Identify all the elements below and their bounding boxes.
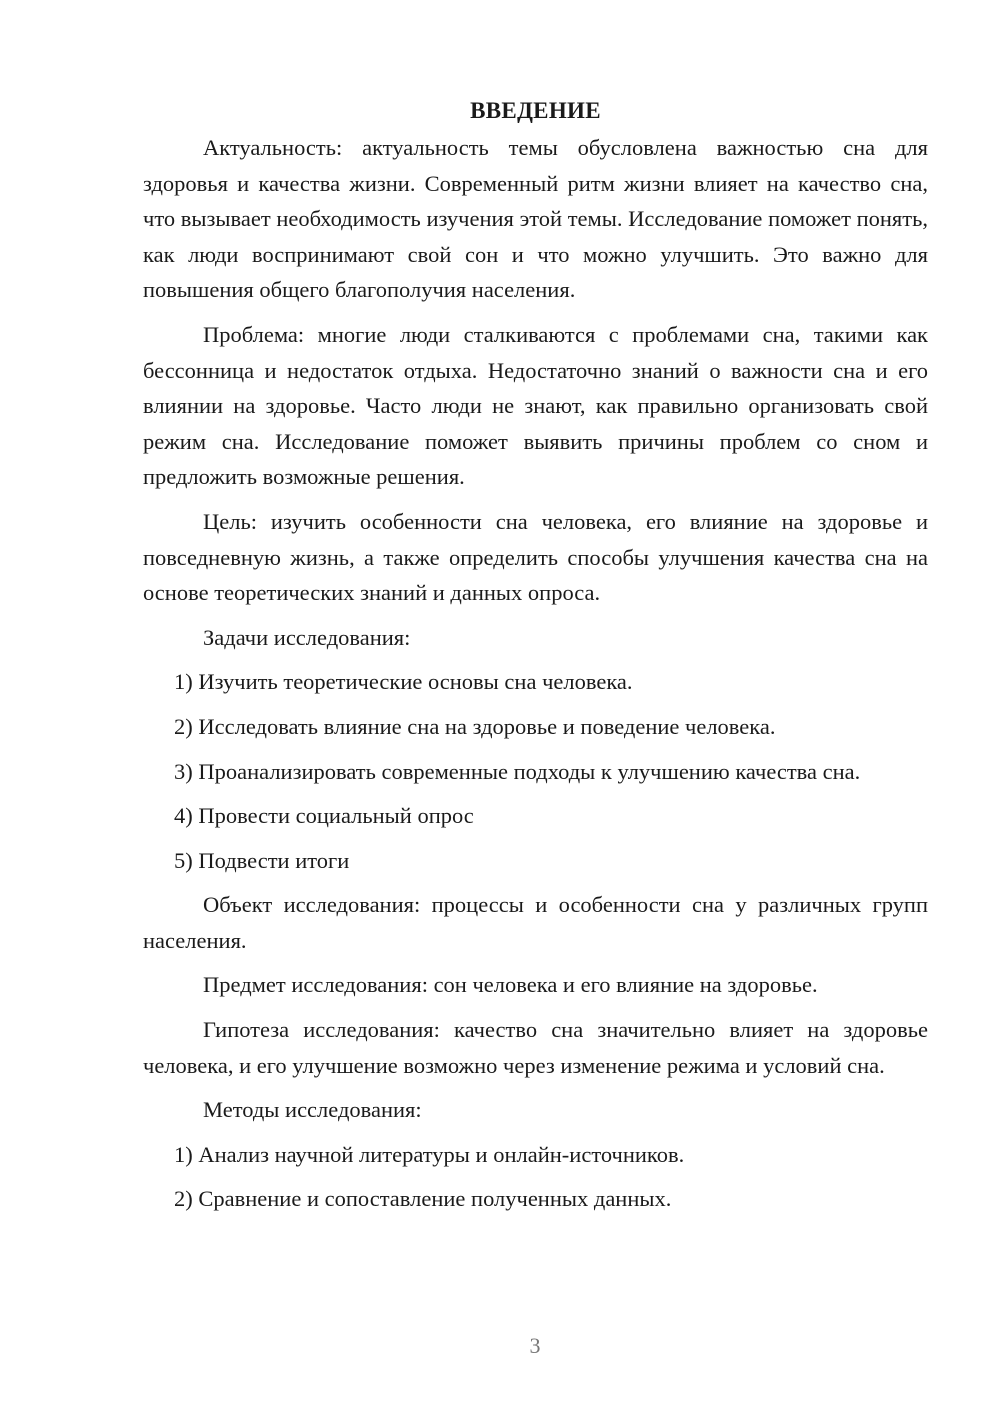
- section-title: ВВЕДЕНИЕ: [470, 98, 601, 123]
- method-item-1: 1) Анализ научной литературы и онлайн-источников.: [174, 1141, 685, 1167]
- hypothesis-paragraph: Гипотеза исследования: качество сна значительно влияет на здоровье человека, и его улучшение возможно через изменение режима и условий сна.: [143, 1017, 928, 1078]
- task-item-3: 3) Проанализировать современные подходы к улучшению качества сна.: [174, 758, 861, 784]
- page-number: 3: [529, 1333, 541, 1358]
- subject-paragraph: Предмет исследования: сон человека и его влияние на здоровье.: [203, 972, 818, 998]
- task-item-5: 5) Подвести итоги: [174, 847, 350, 873]
- task-item-2: 2) Исследовать влияние сна на здоровье и поведение человека.: [174, 713, 776, 739]
- method-item-2: 2) Сравнение и сопоставление полученных данных.: [174, 1186, 672, 1212]
- methods-heading: Методы исследования:: [203, 1097, 422, 1123]
- relevance-paragraph: Актуальность: актуальность темы обусловлена важностью сна для здоровья и качества жизни. Современный ритм жизни влияет на качество сна, что вызывает необходимость изучения этой темы. Исследование поможет понять, как люди воспринимают свой сон и что можно улучшить. Это важно для повышения общего благополучия населения.: [143, 135, 928, 303]
- task-item-1: 1) Изучить теоретические основы сна человека.: [174, 669, 633, 695]
- task-item-4: 4) Провести социальный опрос: [174, 803, 474, 829]
- goal-paragraph: Цель: изучить особенности сна человека, его влияние на здоровье и повседневную жизнь, а также определить способы улучшения качества сна на основе теоретических знаний и данных опроса.: [143, 508, 928, 606]
- object-paragraph: Объект исследования: процессы и особенности сна у различных групп населения.: [143, 892, 928, 953]
- problem-paragraph: Проблема: многие люди сталкиваются с проблемами сна, такими как бессонница и недостаток отдыха. Недостаточно знаний о важности сна и его влиянии на здоровье. Часто люди не знают, как правильно организовать свой режим сна. Исследование поможет выявить причины проблем со сном и предложить возможные решения.: [143, 321, 928, 490]
- tasks-heading: Задачи исследования:: [203, 624, 411, 650]
- document-page: [143, 93, 928, 1226]
